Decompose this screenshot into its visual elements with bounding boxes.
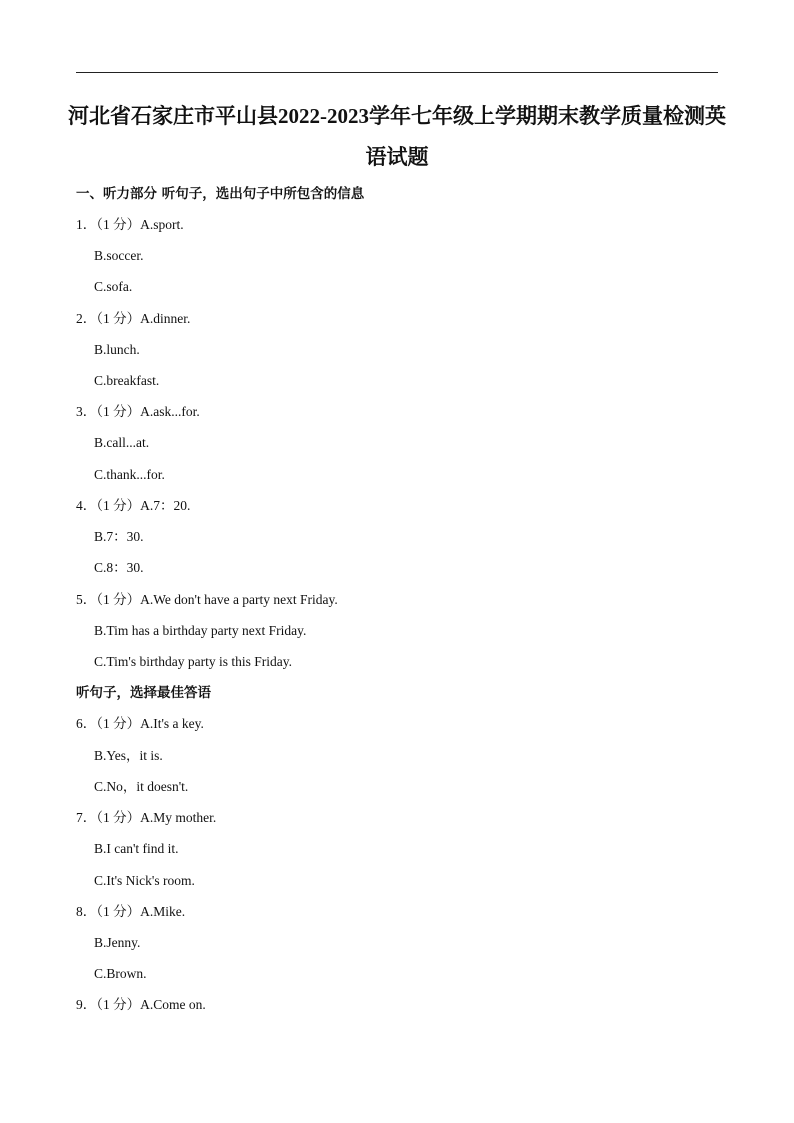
question-6-stem: 6．（1 分）A.It's a key. [76,716,204,731]
question-4-stem: 4．（1 分）A.7：20. [76,498,191,513]
question-5-option-b: B.Tim has a birthday party next Friday. [94,623,307,638]
section-heading-best-answer: 听句子，选择最佳答语 [76,685,211,701]
question-3-stem: 3．（1 分）A.ask...for. [76,404,200,419]
question-1-option-c: C.sofa. [94,279,133,294]
question-4-option-b: B.7：30. [94,529,144,544]
question-6-option-b: B.Yes，it is. [94,748,163,763]
page-title: 河北省石家庄市平山县2022-2023学年七年级上学期期末教学质量检测英 [68,104,726,128]
question-5-option-c: C.Tim's birthday party is this Friday. [94,654,292,669]
question-2-option-b: B.lunch. [94,342,140,357]
question-6-option-c: C.No，it doesn't. [94,779,189,794]
question-4-option-c: C.8：30. [94,560,144,575]
question-5-stem: 5．（1 分）A.We don't have a party next Friday. [76,592,338,607]
question-3-option-b: B.call...at. [94,435,150,450]
page-title-continued: 语试题 [365,145,429,169]
question-2-stem: 2．（1 分）A.dinner. [76,311,191,326]
question-7-option-b: B.I can't find it. [94,841,179,856]
question-8-stem: 8．（1 分）A.Mike. [76,904,186,919]
question-1-option-b: B.soccer. [94,248,144,263]
question-2-option-c: C.breakfast. [94,373,160,388]
question-1-stem: 1．（1 分）A.sport. [76,217,184,232]
question-8-option-c: C.Brown. [94,966,147,981]
header-rule [76,72,718,73]
question-7-option-c: C.It's Nick's room. [94,873,195,888]
question-9-stem: 9．（1 分）A.Come on. [76,997,206,1012]
question-8-option-b: B.Jenny. [94,935,141,950]
question-3-option-c: C.thank...for. [94,467,165,482]
question-7-stem: 7．（1 分）A.My mother. [76,810,217,825]
section-heading-listening-info: 一、听力部分 听句子，选出句子中所包含的信息 [76,186,365,202]
